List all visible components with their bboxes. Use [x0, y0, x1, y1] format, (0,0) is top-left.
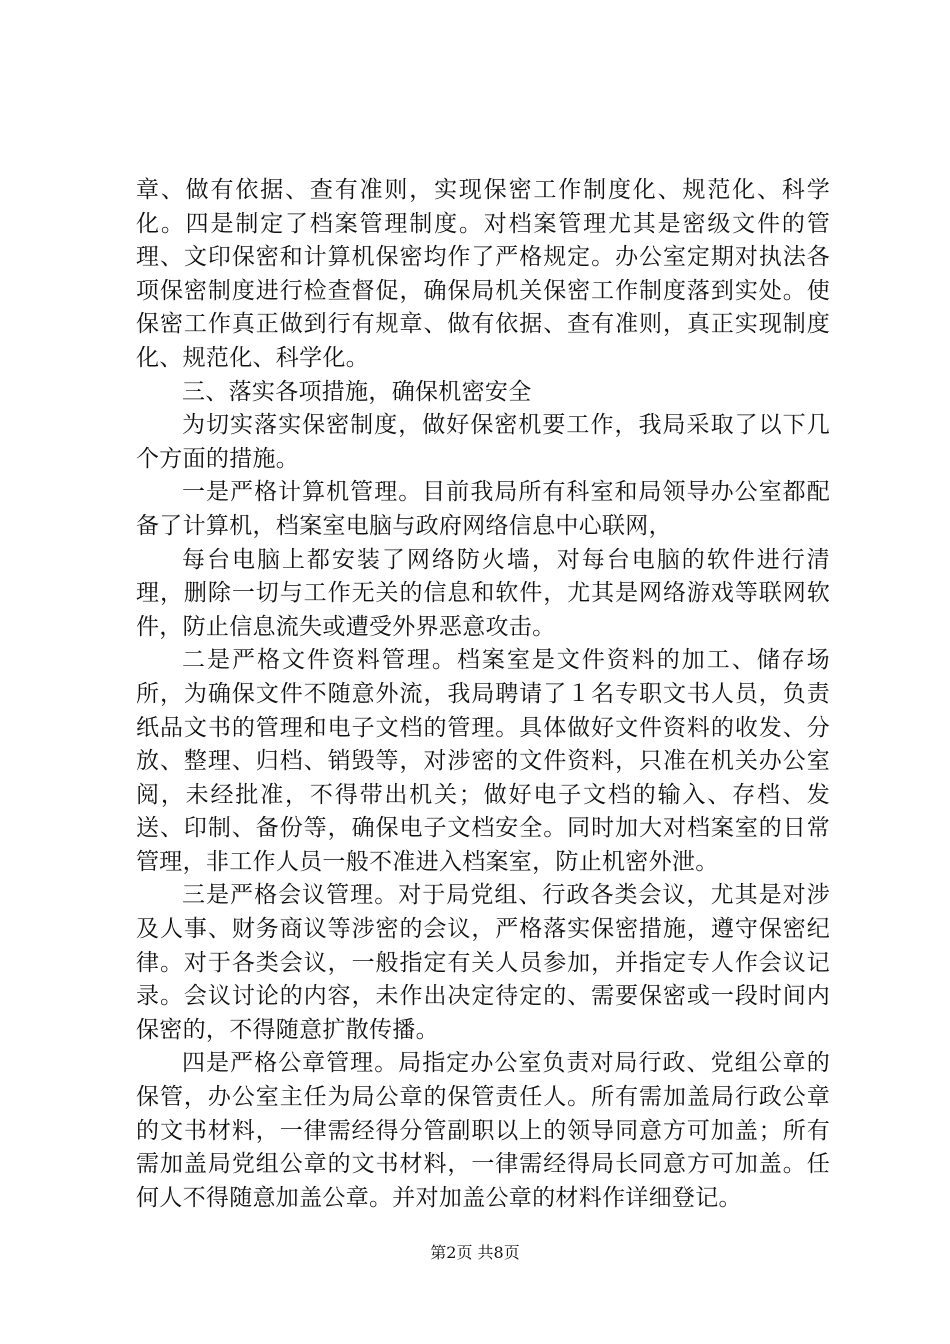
section-heading: 三、落实各项措施，确保机密安全 — [182, 378, 532, 405]
paragraph: 四是严格公章管理。局指定办公室负责对局行政、党组公章的保管，办公室主任为局公章的保管责任人。所有需加盖局行政公章的文书材料，一律需经得分管副职以上的领导同意方可加盖；所有需加盖局党组公章的文书材料，一律需经得局长同意方可加盖。任何人不得随意加盖公章。并对加盖公章的材料作详细登记。 — [136, 1050, 830, 1211]
paragraph: 一是严格计算机管理。目前我局所有科室和局领导办公室都配备了计算机，档案室电脑与政府网络信息中心联网， — [136, 479, 830, 539]
paragraph: 三是严格会议管理。对于局党组、行政各类会议，尤其是对涉及人事、财务商议等涉密的会议，严格落实保密措施，遵守保密纪律。对于各类会议，一般指定有关人员参加，并指定专人作会议记录。会议讨论的内容，未作出决定待定的、需要保密或一段时间内保密的，不得随意扩散传播。 — [136, 882, 830, 1043]
document-body — [136, 174, 830, 1215]
paragraph: 每台电脑上都安装了网络防火墙，对每台电脑的软件进行清理，删除一切与工作无关的信息和软件，尤其是网络游戏等联网软件，防止信息流失或遭受外界恶意攻击。 — [136, 546, 830, 640]
page-number-footer: 第2页 共8页 — [430, 1243, 520, 1262]
paragraph-continuation: 章、做有依据、查有准则，实现保密工作制度化、规范化、科学化。四是制定了档案管理制度。对档案管理尤其是密级文件的管理、文印保密和计算机保密均作了严格规定。办公室定期对执法各项保密制度进行检查督促，确保局机关保密工作制度落到实处。使保密工作真正做到行有规章、做有依据、查有准则，真正实现制度化、规范化、科学化。 — [136, 177, 830, 371]
paragraph: 为切实落实保密制度，做好保密机要工作，我局采取了以下几个方面的措施。 — [136, 412, 830, 472]
paragraph: 二是严格文件资料管理。档案室是文件资料的加工、储存场所，为确保文件不随意外流，我局聘请了１名专职文书人员，负责纸品文书的管理和电子文档的管理。具体做好文件资料的收发、分放、整理、归档、销毁等，对涉密的文件资料，只准在机关办公室阅，未经批准，不得带出机关；做好电子文档的输入、存档、发送、印制、备份等，确保电子文档安全。同时加大对档案室的日常管理，非工作人员一般不准进入档案室，防止机密外泄。 — [136, 647, 830, 875]
